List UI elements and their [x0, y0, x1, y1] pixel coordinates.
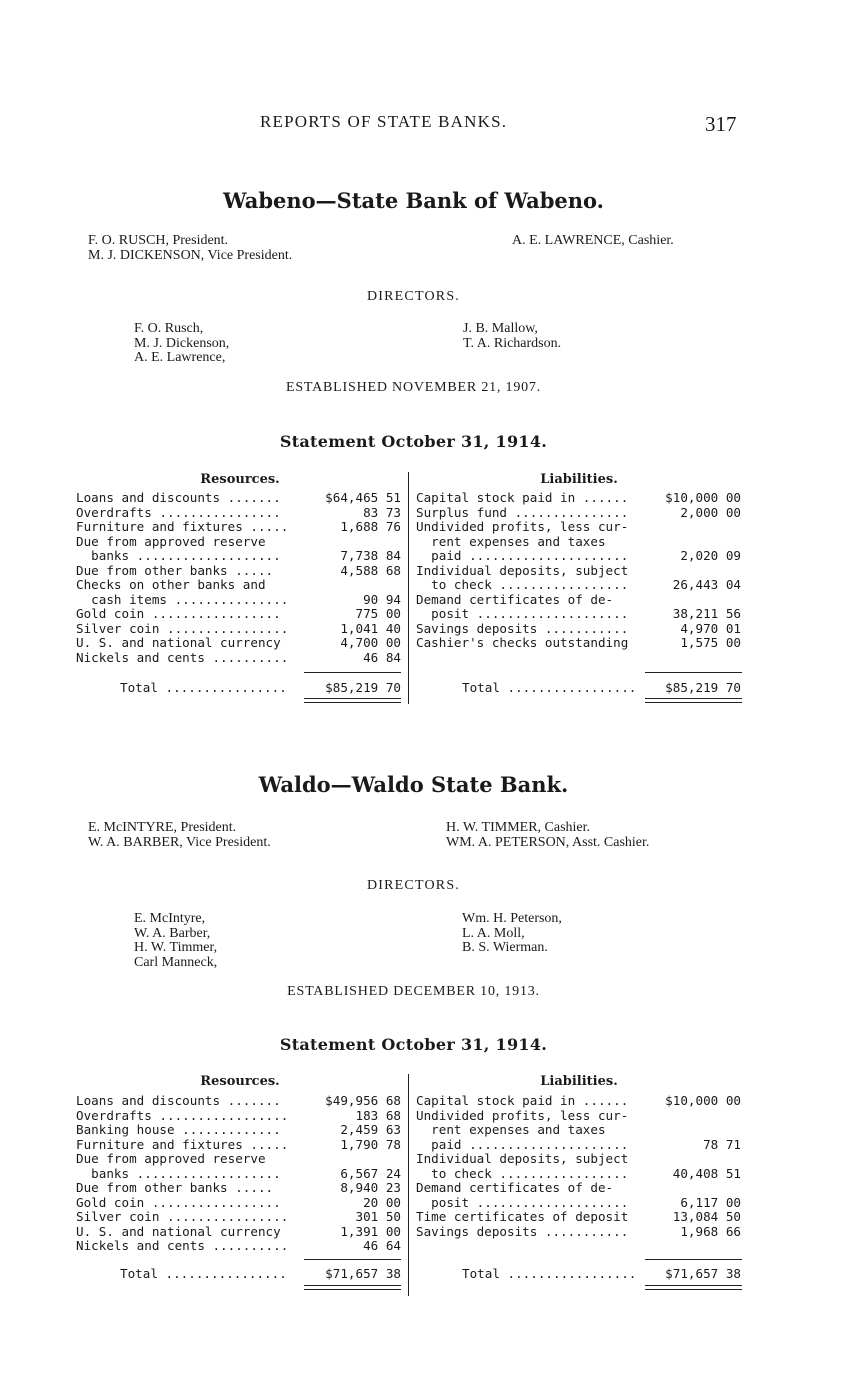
item-label: Demand certificates of de- [416, 591, 614, 607]
resource-row [76, 622, 401, 637]
item-amount: $49,956 68 [325, 1093, 401, 1108]
liability-row [416, 1196, 741, 1211]
item-amount: 13,084 50 [672, 1209, 741, 1224]
item-label: rent expenses and taxes [416, 1122, 606, 1137]
item-label: Individual deposits, subject [416, 1151, 629, 1166]
director: A. E. Lawrence, [134, 350, 226, 365]
resource-row [76, 651, 401, 666]
officer: M. J. DICKENSON, Vice President. [88, 248, 293, 263]
item-label: rent expenses and taxes [416, 533, 606, 549]
resources-total: $85,219 70 [325, 680, 401, 695]
liability-row [416, 491, 741, 506]
item-label: cash items ............... [76, 591, 289, 607]
established-date: ESTABLISHED DECEMBER 10, 1913. [287, 984, 540, 999]
item-label: Banking house ............. [76, 1122, 281, 1137]
resource-row [76, 1094, 401, 1109]
liability-row [416, 578, 741, 593]
liability-row [416, 1167, 741, 1182]
item-amount: 1,575 00 [680, 635, 741, 650]
liabilities-heading: Liabilities. [540, 1074, 618, 1089]
item-label: Overdrafts ................. [76, 1107, 289, 1123]
liability-row [416, 535, 741, 550]
director: L. A. Moll, [462, 925, 525, 941]
item-amount: 78 71 [703, 1136, 741, 1152]
item-label: Demand certificates of de- [416, 1180, 614, 1195]
resources-total-label: Total ................ [120, 680, 287, 695]
resource-row [76, 520, 401, 535]
item-label: U. S. and national currency [76, 635, 281, 650]
item-label: posit .................... [416, 606, 629, 621]
liabilities-list [416, 491, 741, 651]
item-label: Loans and discounts ....... [76, 1093, 281, 1108]
liability-row [416, 1225, 741, 1240]
item-label: Overdrafts ................ [76, 504, 281, 520]
item-label: Gold coin ................. [76, 1194, 281, 1210]
item-label: Furniture and fixtures ..... [76, 519, 289, 534]
item-label: Time certificates of deposit [416, 1209, 629, 1224]
running-title: REPORTS OF STATE BANKS. [260, 112, 508, 131]
item-amount: 1,790 78 [340, 1136, 401, 1152]
item-label: paid ..................... [416, 1136, 629, 1152]
item-label: Individual deposits, subject [416, 562, 629, 578]
resources-heading: Resources. [200, 472, 280, 487]
liability-row [416, 1138, 741, 1153]
item-label: Due from other banks ..... [76, 562, 274, 578]
resource-row [76, 1239, 401, 1254]
item-label: Silver coin ................ [76, 1209, 289, 1224]
item-amount: 20 00 [363, 1194, 401, 1210]
resource-row [76, 1123, 401, 1138]
item-amount: 7,738 84 [340, 548, 401, 563]
officers-left [88, 233, 292, 263]
officer: A. E. LAWRENCE, Cashier. [512, 233, 674, 248]
resource-row [76, 549, 401, 564]
statement-heading: Statement October 31, 1914. [279, 1035, 548, 1054]
liabilities-total: $85,219 70 [665, 680, 741, 695]
double-rule [304, 698, 401, 699]
item-amount: 1,688 76 [340, 519, 401, 534]
officer: H. W. TIMMER, Cashier. [446, 820, 591, 835]
resources-heading: Resources. [200, 1074, 280, 1089]
resource-row [76, 593, 401, 608]
item-label: Savings deposits ........... [416, 1223, 629, 1239]
liability-row [416, 1181, 741, 1196]
director: W. A. Barber, [134, 925, 211, 941]
officers-right [512, 233, 674, 248]
item-label: U. S. and national currency [76, 1223, 281, 1239]
double-rule [304, 1285, 401, 1286]
resource-row [76, 491, 401, 506]
item-amount: 2,020 09 [680, 548, 741, 563]
item-amount: 40,408 51 [672, 1165, 741, 1181]
item-label: to check ................. [416, 1165, 629, 1181]
item-label: posit .................... [416, 1194, 629, 1210]
resource-row [76, 1138, 401, 1153]
double-rule [304, 702, 401, 703]
liabilities-heading: Liabilities. [540, 472, 618, 487]
statement-heading: Statement October 31, 1914. [279, 432, 548, 451]
total-rule [645, 1259, 742, 1260]
resource-row [76, 506, 401, 521]
liability-row [416, 549, 741, 564]
officers-right [446, 820, 649, 850]
directors-left [134, 912, 217, 970]
column-divider [408, 1074, 409, 1296]
officer: WM. A. PETERSON, Asst. Cashier. [446, 835, 650, 850]
item-label: to check ................. [416, 577, 629, 592]
item-label: Capital stock paid in ...... [416, 1093, 629, 1108]
liabilities-total: $71,657 38 [665, 1266, 741, 1281]
item-amount: 301 50 [355, 1209, 401, 1224]
director: Wm. H. Peterson, [462, 911, 562, 926]
item-amount: 4,700 00 [340, 635, 401, 650]
liability-row [416, 622, 741, 637]
double-rule [304, 1289, 401, 1290]
item-label: banks ................... [76, 1165, 281, 1181]
item-amount: 2,459 63 [340, 1122, 401, 1137]
item-label: Nickels and cents .......... [76, 649, 289, 665]
total-rule [304, 1259, 401, 1260]
resource-row [76, 535, 401, 550]
item-amount: 38,211 56 [672, 606, 741, 621]
item-label: Due from approved reserve [76, 1151, 266, 1166]
item-amount: 1,041 40 [340, 620, 401, 636]
resources-total-label: Total ................ [120, 1266, 287, 1281]
liability-row [416, 1123, 741, 1138]
directors-left [134, 322, 229, 366]
established-date: ESTABLISHED NOVEMBER 21, 1907. [285, 380, 542, 395]
item-label: Undivided profits, less cur- [416, 1107, 629, 1123]
liabilities-total-label: Total ................. [462, 1266, 637, 1281]
resource-row [76, 1210, 401, 1225]
item-label: Cashier's checks outstanding [416, 635, 629, 650]
item-amount: 1,391 00 [340, 1223, 401, 1239]
item-label: Surplus fund ............... [416, 504, 629, 520]
item-label: Nickels and cents .......... [76, 1238, 289, 1253]
liability-row [416, 520, 741, 535]
double-rule [645, 702, 742, 703]
liabilities-list [416, 1094, 741, 1239]
bank-title: Wabeno—State Bank of Wabeno. [223, 188, 604, 213]
liability-row [416, 1094, 741, 1109]
item-label: Capital stock paid in ...... [416, 490, 629, 505]
double-rule [645, 1285, 742, 1286]
director: F. O. Rusch, [134, 321, 204, 336]
item-amount: $64,465 51 [325, 490, 401, 505]
item-label: Due from approved reserve [76, 533, 266, 549]
double-rule [645, 698, 742, 699]
directors-right [462, 912, 562, 956]
item-amount: 4,588 68 [340, 562, 401, 578]
resources-list [76, 491, 401, 665]
resources-list [76, 1094, 401, 1254]
page-number: 317 [705, 112, 737, 136]
resource-row [76, 1167, 401, 1182]
item-label: Loans and discounts ....... [76, 490, 281, 505]
directors-heading: DIRECTORS. [366, 289, 461, 304]
total-rule [645, 672, 742, 673]
liability-row [416, 607, 741, 622]
item-label: Furniture and fixtures ..... [76, 1136, 289, 1152]
item-amount: 90 94 [363, 591, 401, 607]
officers-left [88, 820, 271, 850]
resource-row [76, 578, 401, 593]
liability-row [416, 506, 741, 521]
resource-row [76, 1109, 401, 1124]
director: Carl Manneck, [134, 954, 218, 970]
liability-row [416, 1109, 741, 1124]
officer: E. McINTYRE, President. [88, 820, 237, 835]
officer: W. A. BARBER, Vice President. [88, 835, 271, 850]
directors-right [463, 322, 561, 351]
liability-row [416, 1152, 741, 1167]
resources-total: $71,657 38 [325, 1266, 401, 1281]
officer: F. O. RUSCH, President. [88, 233, 229, 248]
liabilities-total-label: Total ................. [462, 680, 637, 695]
item-amount: 26,443 04 [672, 577, 741, 592]
item-label: Savings deposits ........... [416, 620, 629, 636]
item-amount: 6,117 00 [680, 1194, 741, 1210]
item-amount: 6,567 24 [340, 1165, 401, 1181]
bank-title: Waldo—Waldo State Bank. [258, 772, 569, 797]
directors-heading: DIRECTORS. [366, 878, 461, 893]
liability-row [416, 636, 741, 651]
item-amount: $10,000 00 [665, 490, 741, 505]
resource-row [76, 564, 401, 579]
resource-row [76, 1181, 401, 1196]
director: M. J. Dickenson, [134, 335, 230, 351]
resource-row [76, 607, 401, 622]
item-label: Silver coin ................ [76, 620, 289, 636]
director: H. W. Timmer, [134, 940, 218, 955]
resource-row [76, 1225, 401, 1240]
item-amount: 8,940 23 [340, 1180, 401, 1195]
item-amount: 46 84 [363, 649, 401, 665]
total-rule [304, 672, 401, 673]
liability-row [416, 564, 741, 579]
item-amount: 775 00 [355, 606, 401, 621]
item-amount: $10,000 00 [665, 1093, 741, 1108]
double-rule [645, 1289, 742, 1290]
liability-row [416, 1210, 741, 1225]
column-divider [408, 472, 409, 704]
resource-row [76, 636, 401, 651]
item-amount: 1,968 66 [680, 1223, 741, 1239]
resource-row [76, 1152, 401, 1167]
item-amount: 2,000 00 [680, 504, 741, 520]
director: B. S. Wierman. [462, 940, 548, 955]
item-amount: 83 73 [363, 504, 401, 520]
director: E. McIntyre, [134, 911, 206, 926]
director: J. B. Mallow, [463, 321, 538, 336]
item-label: Checks on other banks and [76, 577, 266, 592]
item-label: paid ..................... [416, 548, 629, 563]
director: T. A. Richardson. [463, 335, 562, 351]
item-amount: 4,970 01 [680, 620, 741, 636]
item-label: Gold coin ................. [76, 606, 281, 621]
resource-row [76, 1196, 401, 1211]
item-label: banks ................... [76, 548, 281, 563]
item-amount: 46 64 [363, 1238, 401, 1253]
item-label: Due from other banks ..... [76, 1180, 274, 1195]
liability-row [416, 593, 741, 608]
item-amount: 183 68 [355, 1107, 401, 1123]
item-label: Undivided profits, less cur- [416, 519, 629, 534]
